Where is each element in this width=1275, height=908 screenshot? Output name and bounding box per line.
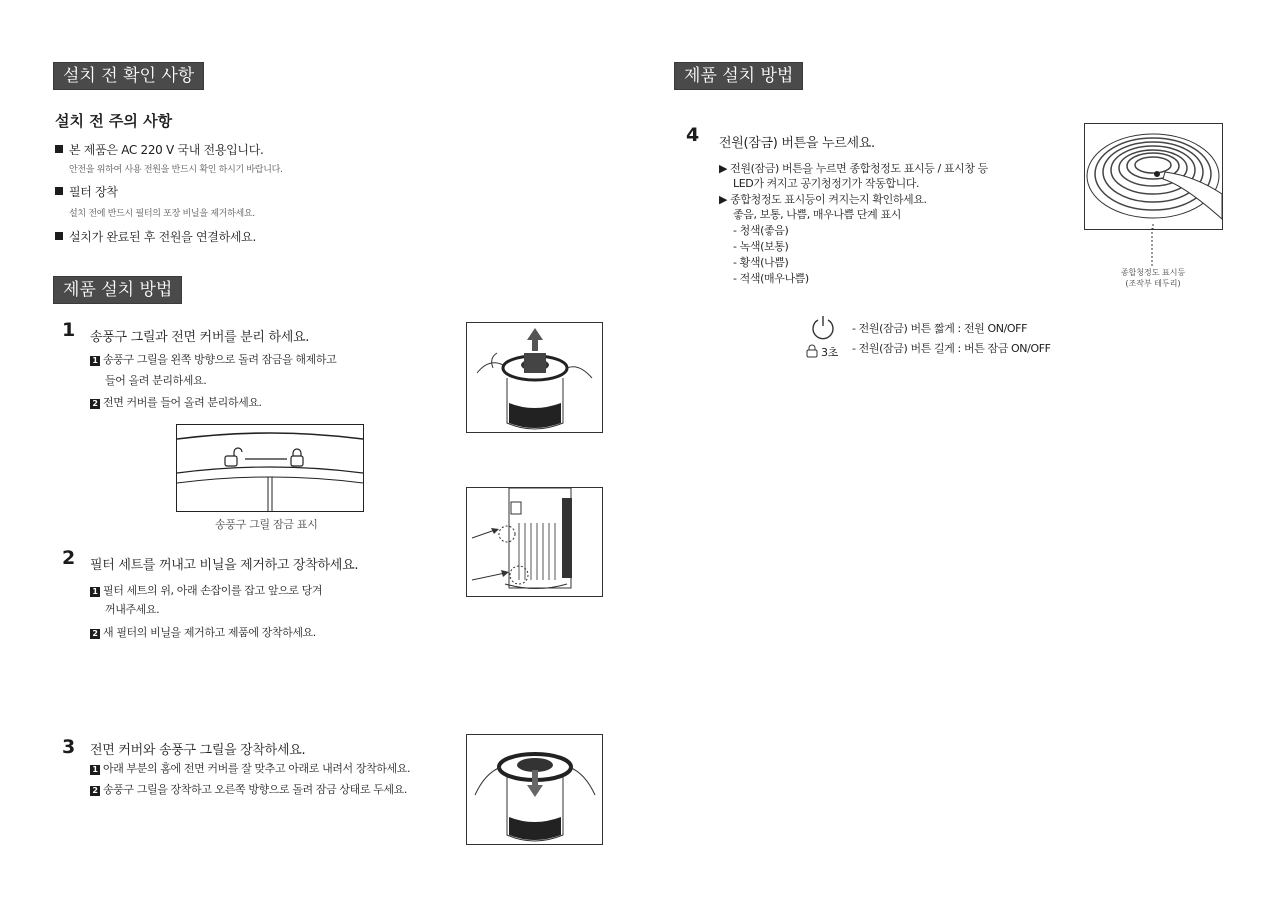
lock-caption: 송풍구 그릴 잠금 표시 [215,518,318,531]
step3-item-1-line1: 아래 부분의 홈에 전면 커버를 잘 맞추고 아래로 내려서 장착하세요. [103,762,411,775]
lift-grille-illustration [466,322,603,433]
step3-title: 전면 커버와 송풍구 그릴을 장착하세요. [90,743,306,758]
step1-item-1-line2: 들어 올려 분리하세요. [105,374,207,387]
step1-title: 송풍구 그릴과 전면 커버를 분리 하세요. [90,330,310,345]
precaution-subtitle: 설치 전 주의 사항 [55,112,173,130]
callout-leader-line [1151,228,1153,266]
filter-removal-illustration [466,487,603,597]
item-number-badge: 1 [90,356,100,366]
step3-item-1 [90,761,410,776]
lock-duration-label: 3초 [821,346,838,359]
right-section-header: 제품 설치 방법 [674,62,803,90]
color-level-red: - 적색(매우나쁨) [733,272,809,285]
bullet-voltage-text: 본 제품은 AC 220 V 국내 전용입니다. [69,143,264,157]
step3-number: 3 [62,736,76,758]
step1-item-2 [90,395,262,410]
step1-item-1-line1: 송풍구 그릴을 왼쪽 방향으로 돌려 잠금을 해제하고 [103,353,337,366]
grille-lock-illustration [176,424,364,512]
step2-item-2 [90,625,316,640]
bullet-connect-text: 설치가 완료된 후 전원을 연결하세요. [69,230,256,244]
step4-line-3: ▶ 종합청정도 표시등이 켜지는지 확인하세요. [719,193,927,206]
item-number-badge: 2 [90,786,100,796]
step2-item-1-line1: 필터 세트의 위, 아래 손잡이를 잡고 앞으로 당겨 [103,584,323,597]
indicator-caption-line2: (조작부 테두리) [1125,279,1181,288]
step2-title: 필터 세트를 꺼내고 비닐을 제거하고 장착하세요. [90,558,359,573]
step3-item-2 [90,782,407,797]
section-header-install: 제품 설치 방법 [53,276,182,304]
step3-item-2-line1: 송풍구 그릴을 장착하고 오른쪽 방향으로 돌려 잠금 상태로 두세요. [103,783,407,796]
item-number-badge: 1 [90,587,100,597]
power-short-press: - 전원(잠금) 버튼 짧게 : 전원 ON/OFF [852,322,1028,335]
step1-number: 1 [62,319,76,341]
step1-item-2-line1: 전면 커버를 들어 올려 분리하세요. [103,396,262,409]
step4-title: 전원(잠금) 버튼을 누르세요. [719,136,875,151]
step4-line-4: 좋음, 보통, 나쁨, 매우나쁨 단계 표시 [733,208,901,221]
reassemble-illustration [466,734,603,845]
step2-number: 2 [62,547,76,569]
step2-item-1-line2: 꺼내주세요. [105,603,160,616]
step2-item-1 [90,583,322,598]
step4-line-2: LED가 켜지고 공기청정기가 작동합니다. [733,177,920,190]
power-long-press: - 전원(잠금) 버튼 길게 : 버튼 잠금 ON/OFF [852,342,1051,355]
bullet-connect-power [55,228,256,245]
lock-icon [806,344,818,358]
indicator-caption [1110,267,1196,289]
square-bullet-icon [55,187,63,195]
power-icon [810,314,836,340]
step1-item-1 [90,352,336,367]
square-bullet-icon [55,145,63,153]
item-number-badge: 2 [90,399,100,409]
color-level-yellow: - 황색(나쁨) [733,256,789,269]
color-level-green: - 녹색(보통) [733,240,789,253]
bullet-voltage-note: 안전을 위하여 사용 전원을 반드시 확인 하시기 바랍니다. [69,165,283,175]
step4-number: 4 [686,124,700,146]
section-header-precheck: 설치 전 확인 사항 [53,62,204,90]
unlock-icon [225,448,242,466]
color-level-blue: - 청색(좋음) [733,224,789,237]
bullet-voltage [55,141,264,158]
bullet-filter [55,183,118,200]
lock-icon [291,449,303,466]
bullet-filter-note: 설치 전에 반드시 필터의 포장 비닐을 제거하세요. [69,209,255,219]
step4-line-1: ▶ 전원(잠금) 버튼을 누르면 종합청정도 표시등 / 표시창 등 [719,162,988,175]
step2-item-2-line1: 새 필터의 비닐을 제거하고 제품에 장착하세요. [103,626,316,639]
item-number-badge: 1 [90,765,100,775]
item-number-badge: 2 [90,629,100,639]
indicator-caption-line1: 종합청정도 표시등 [1120,268,1186,277]
bullet-filter-text: 필터 장착 [69,185,118,199]
square-bullet-icon [55,232,63,240]
indicator-ring-illustration [1084,123,1223,230]
